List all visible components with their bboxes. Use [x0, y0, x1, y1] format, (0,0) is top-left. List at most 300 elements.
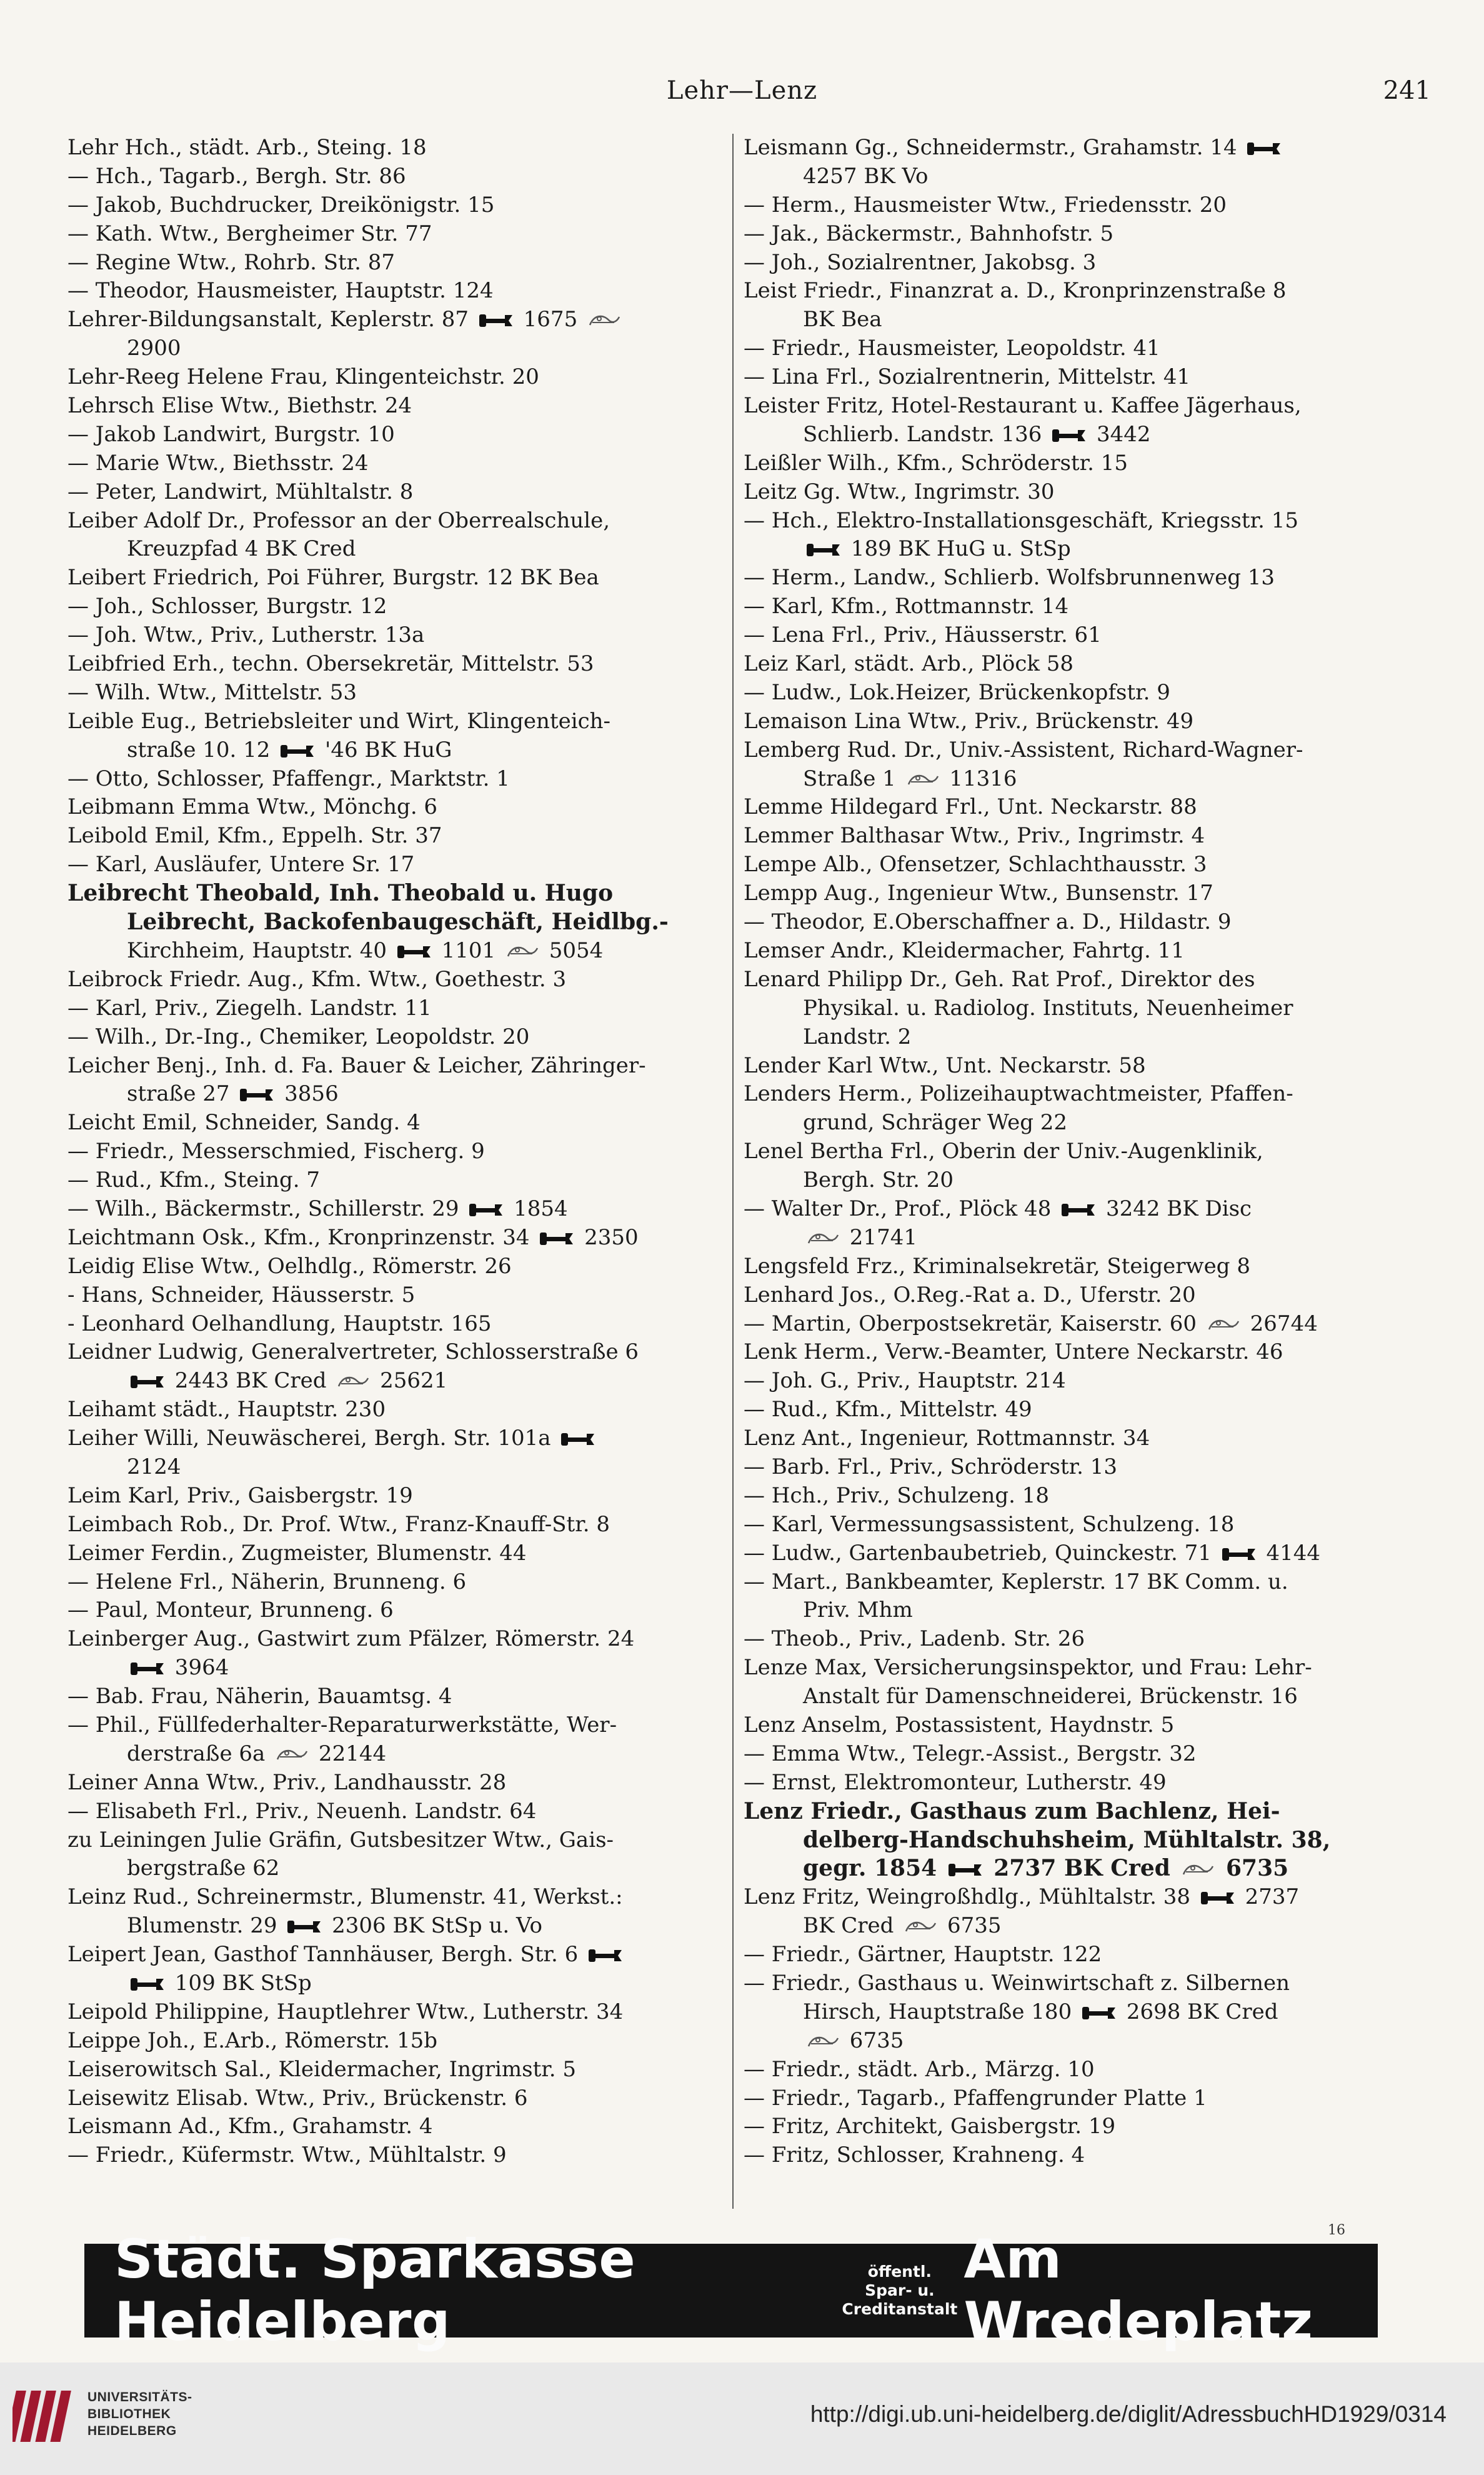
entry-text: Leiner Anna Wtw., Priv., Landhausstr. 28 — [67, 1769, 507, 1795]
entry-text: — Hch., Priv., Schulzeng. 18 — [744, 1482, 1049, 1508]
entry-text: Leibmann Emma Wtw., Mönchg. 6 — [67, 794, 438, 820]
left-entry-line — [67, 1711, 733, 1740]
entry-text: 6735 — [940, 1913, 1002, 1939]
entry-text: — Karl, Ausläufer, Untere Sr. 17 — [67, 852, 415, 878]
telephone-icon — [469, 1202, 503, 1218]
entry-text: Leismann Gg., Schneidermstr., Grahamstr. 14 — [744, 135, 1244, 160]
left-entry-line — [67, 1052, 733, 1081]
entry-text: Lehr Hch., städt. Arb., Steing. 18 — [67, 135, 427, 160]
telephone-icon — [240, 1087, 274, 1103]
entry-text: Lengsfeld Frz., Kriminalsekretär, Steigerweg 8 — [744, 1253, 1250, 1279]
entry-text: — Wilh., Dr.-Ing., Chemiker, Leopoldstr. 20 — [67, 1024, 530, 1049]
right-entry-line — [744, 1367, 1409, 1396]
entry-text: Lempe Alb., Ofensetzer, Schlachthausstr. 3 — [744, 852, 1207, 878]
right-entry-line — [744, 1912, 1409, 1941]
entry-text: 2698 BK Cred — [1120, 1999, 1278, 2024]
entry-text: 22144 — [312, 1741, 387, 1766]
entry-text: Lemmer Balthasar Wtw., Priv., Ingrimstr. 4 — [744, 823, 1205, 849]
right-entry-line — [744, 1883, 1409, 1912]
entry-text: Leibrecht Theobald, Inh. Theobald u. Hugo — [67, 880, 614, 907]
right-entry-line — [744, 937, 1409, 966]
entry-text: — Fritz, Architekt, Gaisbergstr. 19 — [744, 2114, 1116, 2139]
left-entry-line — [67, 1482, 733, 1511]
right-entry-line — [744, 1338, 1409, 1367]
library-logo-icon — [12, 2384, 84, 2453]
entry-text: Leiz Karl, städt. Arb., Plöck 58 — [744, 651, 1074, 677]
left-entry-line — [67, 1396, 733, 1424]
postal-check-icon — [904, 1919, 937, 1934]
entry-text: — Theodor, E.Oberschaffner a. D., Hildastr. 9 — [744, 909, 1232, 935]
left-entry-line — [67, 994, 733, 1023]
entry-text: Lenhard Jos., O.Reg.-Rat a. D., Uferstr. 20 — [744, 1282, 1196, 1308]
entry-text: 26744 — [1243, 1311, 1318, 1336]
entry-text: Leibert Friedrich, Poi Führer, Burgstr. 12 BK Bea — [67, 565, 599, 591]
entry-text: Leicht Emil, Schneider, Sandg. 4 — [67, 1110, 421, 1136]
library-line-3: HEIDELBERG — [87, 2424, 177, 2438]
entry-text: Lemser Andr., Kleidermacher, Fahrtg. 11 — [744, 938, 1185, 963]
entry-text: — Ludw., Gartenbaubetrieb, Quinckestr. 71 — [744, 1540, 1218, 1566]
telephone-icon — [540, 1231, 574, 1247]
entry-text: — Hch., Elektro-Installationsgeschäft, Kriegsstr. 15 — [744, 508, 1298, 533]
entry-text: Leisewitz Elisab. Wtw., Priv., Brückenstr. 6 — [67, 2085, 528, 2111]
right-entry-line — [744, 1023, 1409, 1052]
entry-text: Leibrock Friedr. Aug., Kfm. Wtw., Goethestr. 3 — [67, 966, 567, 992]
entry-text: Leinberger Aug., Gastwirt zum Pfälzer, Römerstr. 24 — [67, 1626, 635, 1652]
entry-text: — Helene Frl., Näherin, Brunneng. 6 — [67, 1569, 467, 1594]
left-entry-line — [67, 1511, 733, 1539]
left-column — [67, 134, 733, 2170]
folio-mark: 16 — [1328, 2222, 1345, 2238]
left-entry-line — [67, 822, 733, 851]
left-entry-line — [67, 1969, 733, 1998]
left-entry-line — [67, 1367, 733, 1396]
left-entry-line — [67, 1740, 733, 1769]
entry-text: Leinz Rud., Schreinermstr., Blumenstr. 41, Werkst.: — [67, 1884, 623, 1910]
page-header-title: Lehr—Lenz — [666, 76, 818, 105]
right-entry-line — [744, 1941, 1409, 1969]
entry-text: Leihamt städt., Hauptstr. 230 — [67, 1397, 386, 1422]
left-entry-line — [67, 478, 733, 507]
postal-check-icon — [1182, 1862, 1214, 1878]
left-entry-line — [67, 966, 733, 994]
entry-text: 3242 BK Disc — [1099, 1196, 1252, 1221]
entry-text: — Jak., Bäckermstr., Bahnhofstr. 5 — [744, 221, 1114, 246]
right-entry-line — [744, 1109, 1409, 1138]
entry-text: Leichtmann Osk., Kfm., Kronprinzenstr. 34 — [67, 1224, 537, 1250]
right-entry-line — [744, 1281, 1409, 1310]
left-entry-line — [67, 1224, 733, 1252]
left-entry-line — [67, 793, 733, 822]
right-entry-line — [744, 1396, 1409, 1424]
entry-text: — Jakob, Buchdrucker, Dreikönigstr. 15 — [67, 192, 495, 218]
postal-check-icon — [907, 772, 939, 788]
right-entry-line — [744, 1625, 1409, 1654]
entry-text: straße 10. 12 — [127, 737, 277, 762]
left-entry-line — [67, 1338, 733, 1367]
left-entry-line — [67, 220, 733, 249]
left-entry-line — [67, 879, 733, 908]
entry-text: Leimbach Rob., Dr. Prof. Wtw., Franz-Knauff-Str. 8 — [67, 1511, 610, 1537]
right-entry-line — [744, 1969, 1409, 1998]
entry-text: Lender Karl Wtw., Unt. Neckarstr. 58 — [744, 1052, 1146, 1078]
left-entry-line — [67, 2084, 733, 2113]
right-entry-line — [744, 879, 1409, 908]
right-entry-line — [744, 1138, 1409, 1166]
entry-text: straße 27 — [127, 1081, 237, 1107]
telephone-icon — [397, 944, 431, 960]
entry-text: Leipert Jean, Gasthof Tannhäuser, Bergh. Str. 6 — [67, 1942, 585, 1968]
entry-text: — Mart., Bankbeamter, Keplerstr. 17 BK Comm. u. — [744, 1569, 1288, 1594]
entry-text: — Barb. Frl., Priv., Schröderstr. 13 — [744, 1454, 1118, 1479]
right-entry-line — [744, 277, 1409, 306]
entry-text: — Hch., Tagarb., Bergh. Str. 86 — [67, 163, 406, 189]
right-entry-line — [744, 449, 1409, 478]
entry-text: 3442 — [1090, 421, 1151, 447]
entry-text: Leitz Gg. Wtw., Ingrimstr. 30 — [744, 479, 1055, 504]
entry-text: Leiber Adolf Dr., Professor an der Oberrealschule, — [67, 508, 610, 533]
right-entry-line — [744, 1224, 1409, 1252]
right-entry-line — [744, 1740, 1409, 1769]
entry-text: Leidig Elise Wtw., Oelhdlg., Römerstr. 26 — [67, 1253, 512, 1279]
entry-text: Lenze Max, Versicherungsinspektor, und Frau: Lehr- — [744, 1655, 1312, 1681]
right-entry-line — [744, 564, 1409, 592]
telephone-icon — [949, 1862, 982, 1878]
entry-text: — Friedr., Gärtner, Hauptstr. 122 — [744, 1942, 1102, 1968]
entry-text: Priv. Mhm — [803, 1598, 913, 1623]
right-entry-line — [744, 650, 1409, 679]
entry-text: Lenel Bertha Frl., Oberin der Univ.-Augenklinik, — [744, 1139, 1263, 1164]
left-entry-line — [67, 507, 733, 536]
right-entry-line — [744, 793, 1409, 822]
postal-check-icon — [276, 1748, 308, 1762]
left-entry-line — [67, 1195, 733, 1224]
entry-text: — Friedr., Tagarb., Pfaffengrunder Platte 1 — [744, 2085, 1207, 2111]
right-entry-line — [744, 1453, 1409, 1482]
entry-text: — Friedr., Gasthaus u. Weinwirtschaft z. Silbernen — [744, 1971, 1290, 1996]
right-entry-line — [744, 1654, 1409, 1682]
entry-text: 2350 — [577, 1224, 639, 1250]
entry-text: 2306 BK StSp u. Vo — [325, 1913, 542, 1939]
right-entry-line — [744, 507, 1409, 536]
entry-text: — Friedr., Messerschmied, Fischerg. 9 — [67, 1139, 485, 1164]
entry-text: Leim Karl, Priv., Gaisbergstr. 19 — [67, 1482, 413, 1508]
postal-check-icon — [506, 944, 539, 959]
right-entry-line — [744, 478, 1409, 507]
right-entry-line — [744, 994, 1409, 1023]
left-entry-line — [67, 2056, 733, 2084]
left-entry-line — [67, 306, 733, 334]
right-entry-line — [744, 2027, 1409, 2056]
right-entry-line — [744, 736, 1409, 765]
right-entry-line — [744, 822, 1409, 851]
entry-text: — Kath. Wtw., Bergheimer Str. 77 — [67, 221, 432, 246]
column-divider — [732, 134, 734, 2209]
right-entry-line — [744, 162, 1409, 191]
entry-text: — Wilh., Bäckermstr., Schillerstr. 29 — [67, 1196, 466, 1221]
left-entry-line — [67, 736, 733, 765]
entry-text: 2124 — [127, 1454, 181, 1479]
left-entry-line — [67, 1826, 733, 1855]
entry-text: Lemaison Lina Wtw., Priv., Brückenstr. 49 — [744, 708, 1194, 734]
entry-text: — Otto, Schlosser, Pfaffengr., Marktstr. 1 — [67, 766, 510, 791]
entry-text: 3964 — [168, 1655, 229, 1681]
entry-text: Lehrer-Bildungsanstalt, Keplerstr. 87 — [67, 307, 476, 332]
library-line-1: UNIVERSITÄTS- — [87, 2390, 192, 2404]
entry-text: — Wilh. Wtw., Mittelstr. 53 — [67, 679, 357, 705]
right-entry-line — [744, 908, 1409, 937]
entry-text: — Jakob Landwirt, Burgstr. 10 — [67, 421, 395, 447]
library-line-2: BIBLIOTHEK — [87, 2407, 171, 2421]
entry-text: — Ludw., Lok.Heizer, Brückenkopfstr. 9 — [744, 679, 1170, 705]
banner-left-text: Städt. Sparkasse Heidelberg — [114, 2228, 636, 2353]
left-entry-line — [67, 2027, 733, 2056]
telephone-icon — [131, 1661, 164, 1677]
entry-text: 5054 — [542, 938, 604, 963]
entry-text: Leister Fritz, Hotel-Restaurant u. Kaffee Jägerhaus, — [744, 393, 1302, 419]
left-entry-line — [67, 679, 733, 708]
left-entry-line — [67, 1568, 733, 1597]
right-entry-line — [744, 2112, 1409, 2141]
left-entry-line — [67, 650, 733, 679]
left-entry-line — [67, 2141, 733, 2170]
entry-text: Lemberg Rud. Dr., Univ.-Assistent, Richard-Wagner- — [744, 737, 1303, 762]
telephone-icon — [131, 1374, 164, 1390]
right-entry-line — [744, 1511, 1409, 1539]
entry-text: 2900 — [127, 336, 181, 361]
entry-text: — Karl, Priv., Ziegelh. Landstr. 11 — [67, 995, 432, 1021]
entry-text: — Lina Frl., Sozialrentnerin, Mittelstr. 41 — [744, 364, 1191, 390]
entry-text: Leipold Philippine, Hauptlehrer Wtw., Lutherstr. 34 — [67, 1999, 624, 2024]
right-entry-line — [744, 363, 1409, 392]
postal-check-icon — [1207, 1318, 1240, 1332]
left-entry-line — [67, 392, 733, 421]
entry-text: Bergh. Str. 20 — [803, 1168, 954, 1193]
entry-text: Lenders Herm., Polizeihauptwachtmeister, Pfaffen- — [744, 1081, 1293, 1107]
left-entry-line — [67, 1281, 733, 1310]
entry-text: — Karl, Vermessungsassistent, Schulzeng. 18 — [744, 1511, 1235, 1537]
right-entry-line — [744, 334, 1409, 363]
left-entry-line — [67, 191, 733, 220]
entry-text: 1854 — [507, 1196, 568, 1221]
entry-text: grund, Schräger Weg 22 — [803, 1110, 1068, 1136]
entry-text: Lehrsch Elise Wtw., Biethstr. 24 — [67, 393, 412, 419]
right-entry-line — [744, 392, 1409, 421]
left-entry-line — [67, 1941, 733, 1969]
entry-text: gegr. 1854 — [803, 1855, 945, 1882]
entry-text: — Joh., Sozialrentner, Jakobsg. 3 — [744, 249, 1097, 275]
entry-text: Lenz Anselm, Postassistent, Haydnstr. 5 — [744, 1712, 1175, 1738]
entry-text: Lenk Herm., Verw.-Beamter, Untere Neckarstr. 46 — [744, 1339, 1283, 1365]
left-entry-line — [67, 1138, 733, 1166]
entry-text: — Theodor, Hausmeister, Hauptstr. 124 — [67, 278, 494, 304]
left-entry-line — [67, 363, 733, 392]
right-entry-line — [744, 220, 1409, 249]
entry-text: '46 BK HuG — [318, 737, 452, 762]
entry-text: — Joh. G., Priv., Hauptstr. 214 — [744, 1368, 1066, 1394]
entry-text: — Ernst, Elektromonteur, Lutherstr. 49 — [744, 1769, 1167, 1795]
telephone-icon — [1201, 1890, 1235, 1906]
entry-text: — Friedr., Küfermstr. Wtw., Mühltalstr. 9 — [67, 2142, 507, 2168]
left-entry-line — [67, 2112, 733, 2141]
library-name — [87, 2389, 192, 2439]
left-entry-line — [67, 1596, 733, 1625]
entry-text: Leimer Ferdin., Zugmeister, Blumenstr. 44 — [67, 1540, 527, 1566]
left-entry-line — [67, 1625, 733, 1654]
right-entry-line — [744, 1826, 1409, 1855]
telephone-icon — [479, 312, 513, 329]
right-entry-line — [744, 1682, 1409, 1711]
entry-text: 1101 — [434, 938, 502, 963]
postal-check-icon — [807, 2034, 839, 2049]
entry-text: Leißler Wilh., Kfm., Schröderstr. 15 — [744, 450, 1128, 476]
left-entry-line — [67, 162, 733, 191]
right-entry-line — [744, 1166, 1409, 1195]
telephone-icon — [1082, 2005, 1116, 2021]
entry-text: — Theob., Priv., Ladenb. Str. 26 — [744, 1626, 1085, 1652]
right-entry-line — [744, 1769, 1409, 1798]
left-entry-line — [67, 1798, 733, 1826]
telephone-icon — [561, 1431, 595, 1448]
left-entry-line — [67, 1080, 733, 1109]
left-entry-line — [67, 621, 733, 650]
right-entry-line — [744, 2056, 1409, 2084]
telephone-icon — [131, 1976, 164, 1992]
entry-text: 3856 — [277, 1081, 339, 1107]
entry-text: Lenard Philipp Dr., Geh. Rat Prof., Direktor des — [744, 966, 1255, 992]
entry-text: — Rud., Kfm., Mittelstr. 49 — [744, 1397, 1032, 1422]
entry-text: delberg-Handschuhsheim, Mühltalstr. 38, — [803, 1826, 1331, 1853]
entry-text: — Joh., Schlosser, Burgstr. 12 — [67, 594, 387, 619]
right-entry-line — [744, 306, 1409, 334]
left-entry-line — [67, 421, 733, 449]
entry-text: — Emma Wtw., Telegr.-Assist., Bergstr. 32 — [744, 1741, 1197, 1766]
entry-text: Leiher Willi, Neuwäscherei, Bergh. Str. 101a — [67, 1426, 558, 1451]
entry-text: - Leonhard Oelhandlung, Hauptstr. 165 — [67, 1311, 492, 1336]
left-entry-line — [67, 535, 733, 564]
telephone-icon — [1247, 141, 1281, 157]
left-entry-line — [67, 1654, 733, 1682]
entry-text: — Martin, Oberpostsekretär, Kaiserstr. 60 — [744, 1311, 1203, 1336]
source-url-link[interactable]: http://digi.ub.uni-heidelberg.de/diglit/AdressbuchHD1929/0314 — [810, 2401, 1447, 2427]
entry-text: — Marie Wtw., Biethsstr. 24 — [67, 450, 369, 476]
postal-check-icon — [588, 313, 620, 328]
telephone-icon — [281, 743, 314, 759]
entry-text: — Walter Dr., Prof., Plöck 48 — [744, 1196, 1058, 1221]
left-entry-line — [67, 592, 733, 621]
right-entry-line — [744, 1052, 1409, 1081]
right-entry-line — [744, 2084, 1409, 2113]
entry-text: — Herm., Landw., Schlierb. Wolfsbrunnenweg 13 — [744, 565, 1275, 591]
entry-text: BK Cred — [803, 1913, 901, 1939]
right-entry-line — [744, 134, 1409, 162]
right-entry-line — [744, 966, 1409, 994]
entry-text: Leible Eug., Betriebsleiter und Wirt, Klingenteich- — [67, 708, 611, 734]
entry-text: zu Leiningen Julie Gräfin, Gutsbesitzer Wtw., Gais- — [67, 1827, 614, 1852]
telephone-icon — [807, 542, 840, 558]
entry-text: Leibrecht, Backofenbaugeschäft, Heidlbg.- — [127, 909, 669, 936]
telephone-icon — [1052, 428, 1086, 444]
right-entry-line — [744, 1711, 1409, 1740]
entry-text: 4144 — [1259, 1540, 1320, 1566]
left-entry-line — [67, 1539, 733, 1568]
entry-text: Kirchheim, Hauptstr. 40 — [127, 938, 394, 963]
entry-text: — Paul, Monteur, Brunneng. 6 — [67, 1598, 394, 1623]
entry-text: 2737 BK Cred — [985, 1855, 1178, 1882]
entry-text: Lenz Fritz, Weingroßhdlg., Mühltalstr. 38 — [744, 1884, 1197, 1910]
entry-text: derstraße 6a — [127, 1741, 272, 1766]
entry-text: — Lena Frl., Priv., Häusserstr. 61 — [744, 622, 1102, 648]
right-entry-line — [744, 1310, 1409, 1339]
entry-text: Leidner Ludwig, Generalvertreter, Schlosserstraße 6 — [67, 1339, 639, 1365]
left-entry-line — [67, 937, 733, 966]
right-entry-line — [744, 1998, 1409, 2027]
entry-text: 11316 — [942, 766, 1017, 791]
entry-text: Lenz Ant., Ingenieur, Rottmannstr. 34 — [744, 1426, 1150, 1451]
entry-text: Straße 1 — [803, 766, 903, 791]
entry-text: — Fritz, Schlosser, Krahneng. 4 — [744, 2142, 1085, 2168]
entry-text: — Herm., Hausmeister Wtw., Friedensstr. 20 — [744, 192, 1227, 218]
right-entry-line — [744, 1080, 1409, 1109]
entry-text: 189 BK HuG u. StSp — [844, 536, 1071, 562]
telephone-icon — [589, 1948, 622, 1964]
entry-text: Leibold Emil, Kfm., Eppelh. Str. 37 — [67, 823, 442, 849]
left-entry-line — [67, 708, 733, 736]
entry-text: Schlierb. Landstr. 136 — [803, 421, 1049, 447]
postal-check-icon — [807, 1231, 839, 1246]
entry-text: BK Bea — [803, 307, 882, 332]
entry-text: Leicher Benj., Inh. d. Fa. Bauer & Leicher, Zähringer- — [67, 1052, 646, 1078]
right-entry-line — [744, 1252, 1409, 1281]
entry-text: — Bab. Frau, Näherin, Bauamtsg. 4 — [67, 1684, 452, 1709]
right-entry-line — [744, 1482, 1409, 1511]
banner-mid-line2: Creditanstalt — [842, 2300, 958, 2318]
entry-text: Lemme Hildegard Frl., Unt. Neckarstr. 88 — [744, 794, 1197, 820]
right-entry-line — [744, 1424, 1409, 1453]
entry-text: — Regine Wtw., Rohrb. Str. 87 — [67, 249, 396, 275]
left-entry-line — [67, 908, 733, 937]
entry-text: 21741 — [843, 1224, 917, 1250]
left-entry-line — [67, 277, 733, 306]
left-entry-line — [67, 1424, 733, 1453]
entry-text: — Phil., Füllfederhalter-Reparaturwerkstätte, Wer- — [67, 1712, 617, 1738]
entry-text: Lempp Aug., Ingenieur Wtw., Bunsenstr. 17 — [744, 881, 1213, 906]
right-entry-line — [744, 1539, 1409, 1568]
postal-check-icon — [337, 1374, 369, 1389]
left-entry-line — [67, 1109, 733, 1138]
right-entry-line — [744, 535, 1409, 564]
right-entry-line — [744, 1195, 1409, 1224]
left-entry-line — [67, 134, 733, 162]
entry-text: bergstraße 62 — [127, 1856, 280, 1881]
left-entry-line — [67, 765, 733, 794]
entry-text: Kreuzpfad 4 BK Cred — [127, 536, 356, 562]
right-entry-line — [744, 851, 1409, 879]
telephone-icon — [1222, 1546, 1256, 1562]
entry-text: Hirsch, Hauptstraße 180 — [803, 1999, 1079, 2024]
entry-text: Leippe Joh., E.Arb., Römerstr. 15b — [67, 2028, 438, 2053]
entry-text: Blumenstr. 29 — [127, 1913, 284, 1939]
banner-right-text: Am Wredeplatz — [964, 2228, 1313, 2353]
left-entry-line — [67, 449, 733, 478]
entry-text: 1675 — [516, 307, 585, 332]
left-entry-line — [67, 1310, 733, 1339]
right-entry-line — [744, 1854, 1409, 1883]
left-entry-line — [67, 1912, 733, 1941]
entry-text: 2737 — [1238, 1884, 1300, 1910]
right-entry-line — [744, 191, 1409, 220]
entry-text: — Rud., Kfm., Steing. 7 — [67, 1168, 320, 1193]
left-entry-line — [67, 1769, 733, 1798]
